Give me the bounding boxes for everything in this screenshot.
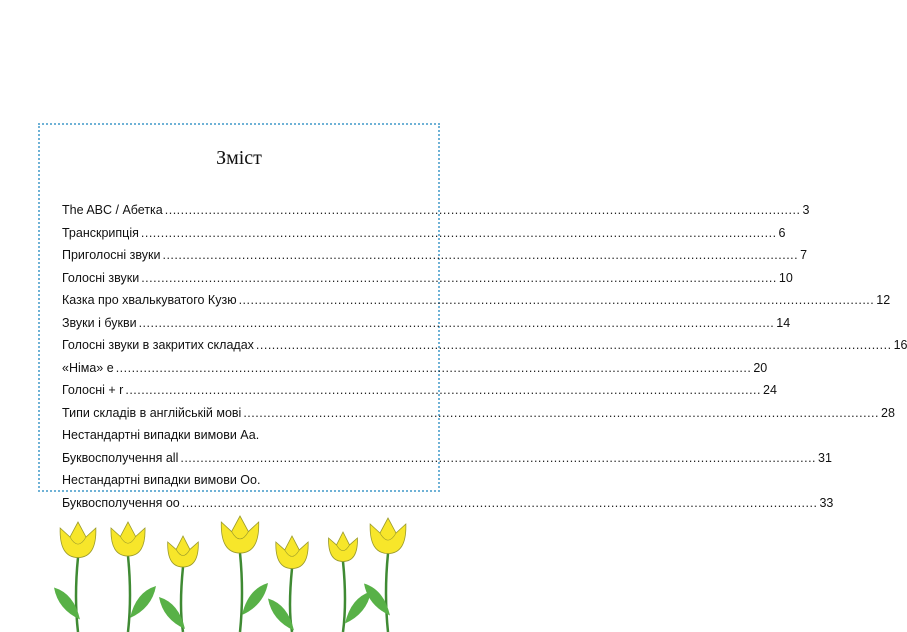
tulip-stem: [76, 558, 78, 632]
toc-dot-leader: ................................................................................................................................................................: [138, 315, 775, 330]
toc-entry-page: 12: [876, 293, 891, 307]
toc-entry-title: Транскрипція: [62, 225, 139, 240]
toc-entry-title: Буквосполучення oo: [62, 495, 180, 510]
tulip-head: [276, 536, 308, 569]
toc-entry-page: 6: [778, 225, 786, 240]
toc-entry: [62, 222, 786, 245]
toc-entry-title: Казка про хвалькуватого Кузю: [62, 293, 237, 307]
tulip-head: [111, 522, 145, 556]
toc-entry: [62, 447, 832, 470]
tulip-leaf: [130, 586, 156, 618]
toc-entry-page: 3: [802, 203, 810, 217]
toc-entry: [62, 312, 791, 335]
toc-dot-leader: ................................................................................................................................................................: [164, 203, 801, 217]
tulip: [159, 536, 198, 632]
toc-dot-leader: ................................................................................................................................................................: [180, 450, 817, 465]
toc-entry-title: Звуки і букви: [62, 315, 137, 330]
tulip-stem: [343, 562, 345, 632]
toc-entry: [62, 289, 891, 312]
toc-dot-leader: ................................................................................................................................................................: [115, 360, 752, 375]
toc-dot-leader: ................................................................................................................................................................: [255, 338, 892, 352]
toc-dot-leader: ................................................................................................................................................................: [181, 495, 818, 510]
table-of-contents-frame: [38, 123, 907, 510]
toc-entry-title: Голосні звуки в закритих складах: [62, 338, 254, 352]
toc-entry-page: 28: [881, 405, 895, 420]
toc-entry: [62, 357, 768, 380]
toc-dot-leader: ................................................................................................................................................................: [243, 405, 879, 420]
toc-entry: [62, 244, 808, 267]
toc-entry-page: 20: [753, 360, 768, 375]
tulip: [54, 522, 96, 632]
toc-entry-title: Голосні звуки: [62, 270, 140, 285]
toc-entry: [62, 469, 418, 492]
toc-entry-page: 10: [778, 270, 793, 285]
toc-entry-title: Нестандартні випадки вимови Аа.: [62, 428, 260, 442]
tulip-head: [329, 532, 358, 562]
toc-title: Зміст: [216, 147, 262, 169]
toc-entry-title: «Німа» e: [62, 360, 114, 375]
toc-entry-title: Буквосполучення all: [62, 450, 179, 465]
tulip: [329, 532, 371, 632]
toc-entry-title: The ABC / Абетка: [62, 203, 163, 217]
tulip-head: [221, 516, 258, 553]
tulip: [364, 518, 406, 632]
toc-entry-title: Приголосні звуки: [62, 248, 161, 262]
toc-entry-page: 16: [893, 338, 907, 352]
tulip-head: [168, 536, 199, 567]
toc-dot-leader: ................................................................................................................................................................: [238, 293, 875, 307]
tulip-stem: [386, 554, 388, 632]
toc-entry: [62, 267, 793, 290]
toc-entry-page: 33: [819, 495, 834, 510]
toc-entry: [62, 424, 418, 447]
tulip-stem: [240, 553, 242, 632]
toc-dot-leader: ................................................................................................................................................................: [125, 383, 762, 397]
tulip-head: [60, 522, 96, 558]
toc-entry-page: 14: [776, 315, 791, 330]
toc-entry-page: 24: [763, 383, 777, 397]
tulip-leaf: [242, 583, 268, 615]
tulip-head: [370, 518, 406, 554]
toc-entry-title: Типи складів в англійській мові: [62, 405, 242, 420]
toc-entry: [62, 402, 895, 425]
tulip: [111, 522, 156, 632]
toc-entry-page: 31: [818, 450, 832, 465]
toc-dot-leader: ................................................................................................................................................................: [141, 270, 777, 285]
tulip: [268, 536, 308, 632]
toc-entry-title: Нестандартні випадки вимови Оо.: [62, 473, 261, 487]
toc-dot-leader: ................................................................................................................................................................: [140, 225, 777, 240]
toc-dot-leader: ................................................................................................................................................................: [162, 248, 799, 262]
toc-list: [62, 199, 907, 514]
toc-entry: [62, 199, 810, 222]
toc-entry-page: 7: [800, 248, 808, 262]
tulip-stem: [128, 556, 130, 632]
toc-entry: [62, 379, 777, 402]
toc-entry: [62, 334, 907, 357]
tulip: [221, 516, 268, 632]
tulip-leaf: [345, 592, 371, 624]
tulip-border-illustration: [0, 500, 453, 632]
toc-entry-title: Голосні + r: [62, 383, 124, 397]
